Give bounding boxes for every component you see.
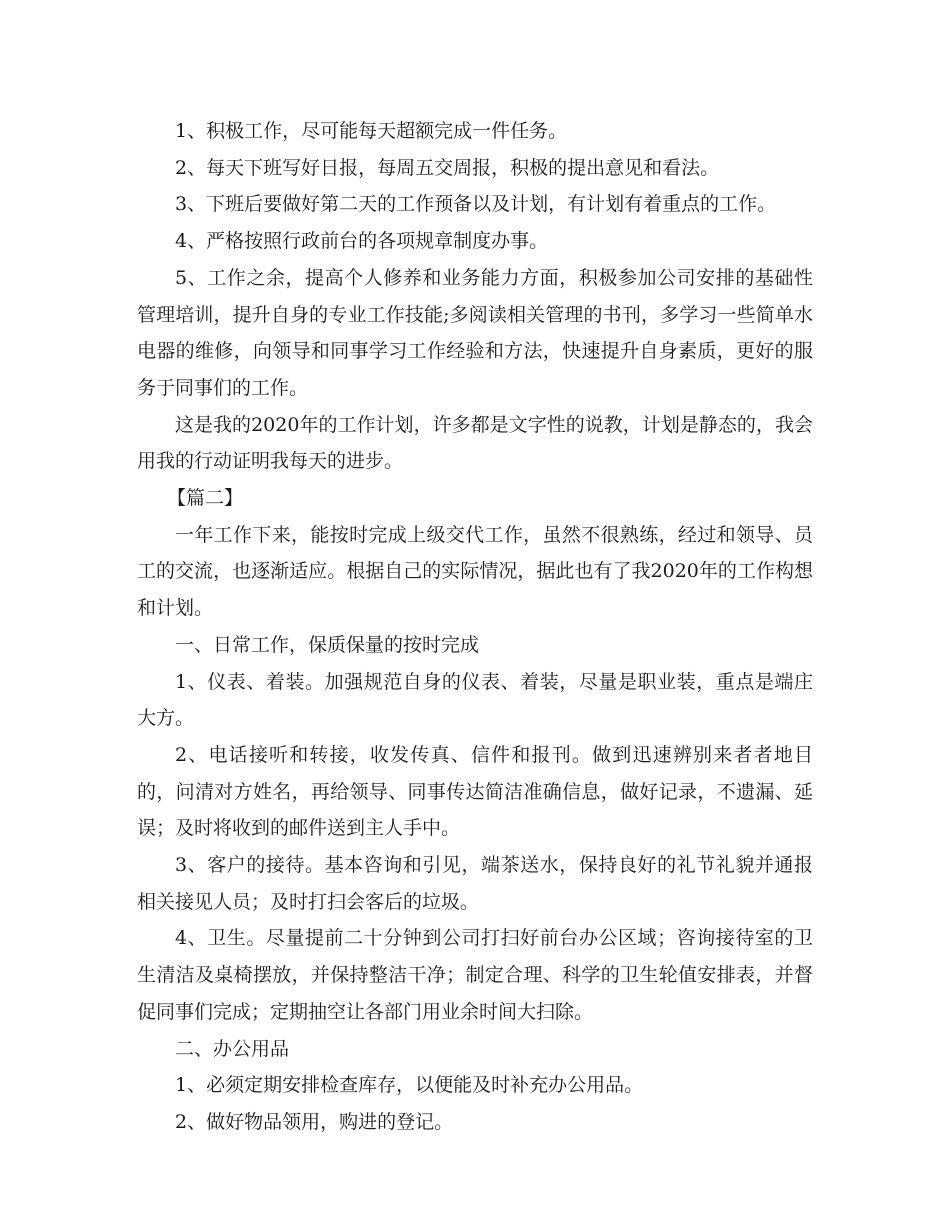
document-body [137,113,813,1141]
paragraph-task-3: 3、下班后要做好第二天的工作预备以及计划，有计划有着重点的工作。 [175,193,777,216]
paragraph-inventory: 1、必须定期安排检查库存，以便能及时补充办公用品。 [175,1074,644,1097]
section-heading-office-supplies: 二、办公用品 [175,1037,290,1060]
section-heading-daily-work: 一、日常工作，保质保量的按时完成 [175,633,480,656]
paragraph-task-4: 4、严格按照行政前台的各项规章制度办事。 [175,230,549,253]
paragraph-registration: 2、做好物品领用，购进的登记。 [175,1110,454,1133]
paragraph-phone: 2、电话接听和转接，收发传真、信件和报刊。做到迅速辨别来者者地目的，问清对方姓名，再给领导、同事传达简洁准确信息，做好记录，不遗漏、延误；及时将收到的邮件送到主人手中。 [137,743,813,840]
section-heading-part-two: 【篇二】 [167,487,244,510]
paragraph-reception: 3、客户的接待。基本咨询和引见，端茶送水，保持良好的礼节礼貌并通报相关接见人员；及时打扫会客后的垃圾。 [137,854,813,913]
paragraph-appearance: 1、仪表、着装。加强规范自身的仪表、着装，尽量是职业装，重点是端庄大方。 [137,670,813,730]
paragraph-task-1: 1、积极工作，尽可能每天超额完成一件任务。 [175,120,568,142]
paragraph-intro: 一年工作下来，能按时完成上级交代工作，虽然不很熟练，经过和领导、员工的交流，也逐渐适应。根据自己的实际情况，据此也有了我2020年的工作构想和计划。 [137,523,813,620]
paragraph-hygiene: 4、卫生。尽量提前二十分钟到公司打扫好前台办公区域；咨询接待室的卫生清洁及桌椅摆放，并保持整洁干净；制定合理、科学的卫生轮值安排表，并督促同事们完成；定期抽空让各部门用业余时间大扫除。 [137,927,813,1023]
paragraph-summary: 这是我的2020年的工作计划，许多都是文字性的说教，计划是静态的，我会用我的行动证明我每天的进步。 [137,413,813,473]
paragraph-task-2: 2、每天下班写好日报，每周五交周报，积极的提出意见和看法。 [175,156,720,179]
paragraph-task-5: 5、工作之余，提高个人修养和业务能力方面，积极参加公司安排的基础性管理培训，提升自身的专业工作技能;多阅读相关管理的书刊，多学习一些简单水电器的维修，向领导和同事学习工作经验和方法，快速提升自身素质，更好的服务于同事们的工作。 [137,266,813,399]
